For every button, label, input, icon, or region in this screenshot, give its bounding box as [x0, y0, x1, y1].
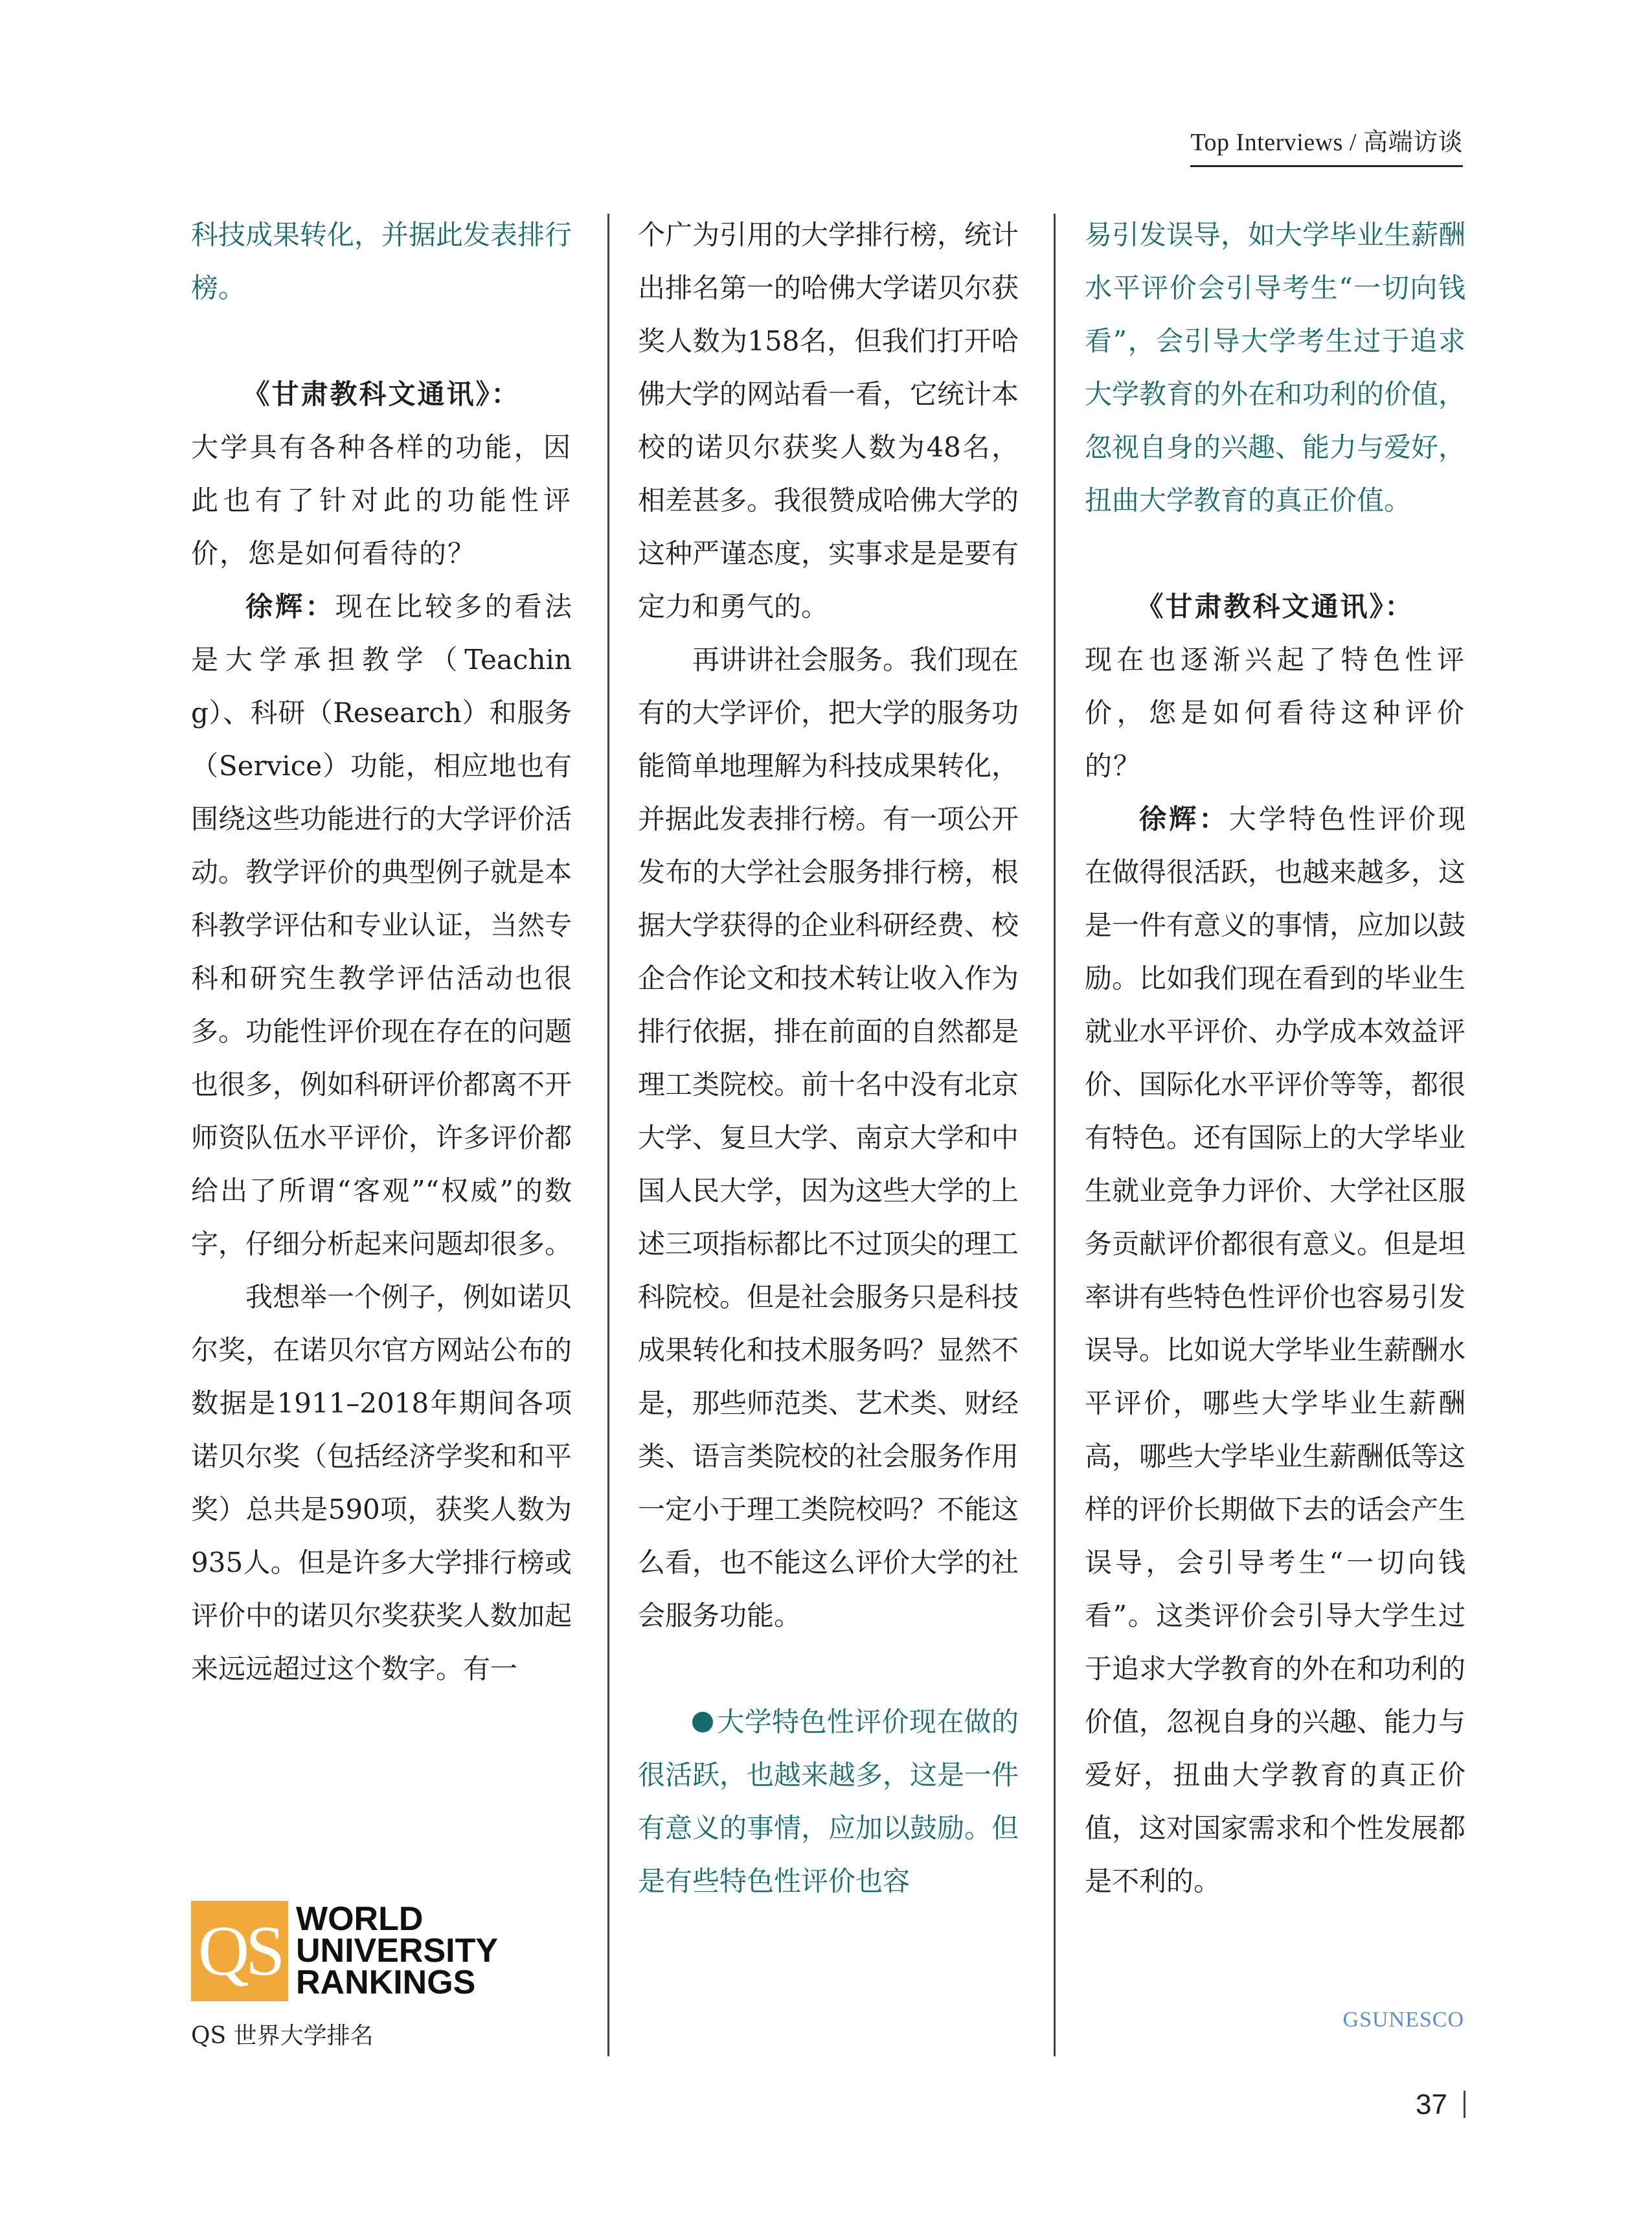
bullet-dot-icon: [692, 1712, 713, 1732]
signature: GSUNESCO: [1342, 2008, 1464, 2032]
pull-quote: [638, 1696, 1019, 1908]
qs-logo-line: UNIVERSITY: [296, 1932, 499, 1970]
column-divider: [1054, 214, 1056, 2056]
qs-logo-line: RANKINGS: [296, 1964, 476, 2001]
column-2: [638, 209, 1019, 1908]
pull-quote-continuation: 易引发误导，如大学毕业生薪酬水平评价会引导考生“一切向钱看”，会引导大学考生过于追求大学教育的外在和功利的价值，忽视自身的兴趣、能力与爱好，扭曲大学教育的真正价值。: [1085, 219, 1466, 516]
body-paragraph: 再讲讲社会服务。我们现在有的大学评价，把大学的服务功能简单地理解为科技成果转化，并据此发表排行榜。有一项公开发布的大学社会服务排行榜，根据大学获得的企业科研经费、校企合作论文和技术转让收入作为排行依据，排在前面的自然都是理工类院校。前十名中没有北京大学、复旦大学、南京大学和中国人民大学，因为这些大学的上述三项指标都比不过顶尖的理工科院校。但是社会服务只是科技成果转化和技术服务吗？显然不是，那些师范类、艺术类、财经类、语言类院校的社会服务作用一定小于理工类院校吗？不能这么看，也不能这么评价大学的社会服务功能。: [638, 644, 1019, 1631]
question-text: 大学具有各种各样的功能，因此也有了针对此的功能性评价，您是如何看待的？: [191, 431, 572, 569]
answer-paragraph: [191, 580, 572, 1271]
speaker-label: 徐辉：: [1139, 803, 1229, 835]
column-3: [1085, 209, 1465, 1908]
figure-caption: QS 世界大学排名: [191, 2023, 374, 2049]
qs-logo: [191, 1901, 569, 2001]
qs-logo-line: WORLD: [296, 1900, 424, 1938]
qs-logo-mark: QS: [191, 1901, 288, 2001]
answer-text: 现在比较多的看法是大学承担教学（Teaching）、科研（Research）和服务（Service）功能，相应地也有围绕这些功能进行的大学评价活动。教学评价的典型例子就是本科教学评估和专业认证，当然专科和研究生教学评估活动也很多。功能性评价现在存在的问题也很多，例如科研评价都离不开师资队伍水平评价，许多评价都给出了所谓“客观”“权威”的数字，仔细分析起来问题却很多。: [191, 591, 572, 1260]
running-header: Top Interviews / 高端访谈: [1190, 122, 1463, 167]
answer-paragraph: [1085, 793, 1465, 1908]
speaker-label: 徐辉：: [245, 591, 335, 622]
question-heading: 《甘肃教科文通讯》：: [242, 378, 521, 410]
page-number: 37: [1416, 2089, 1447, 2120]
column-1: [191, 209, 572, 1696]
column-divider: [607, 214, 609, 2056]
question-heading: 《甘肃教科文通讯》：: [1136, 591, 1414, 622]
answer-text: 大学特色性评价现在做得很活跃，也越来越多，这是一件有意义的事情，应加以鼓励。比如我们现在看到的毕业生就业水平评价、办学成本效益评价、国际化水平评价等等，都很有特色。还有国际上的大学毕业生就业竞争力评价、大学社区服务贡献评价都很有意义。但是坦率讲有些特色性评价也容易引发误导。比如说大学毕业生薪酬水平评价，哪些大学毕业生薪酬高，哪些大学毕业生薪酬低等这样的评价长期做下去的话会产生误导，会引导考生“一切向钱看”。这类评价会引导大学生过于追求大学教育的外在和功利的价值，忽视自身的兴趣、能力与爱好，扭曲大学教育的真正价值，这对国家需求和个性发展都是不利的。: [1085, 803, 1466, 1897]
page-number-rule: [1464, 2091, 1465, 2118]
body-paragraph: 个广为引用的大学排行榜，统计出排名第一的哈佛大学诺贝尔获奖人数为158名，但我们打开哈佛大学的网站看一看，它统计本校的诺贝尔获奖人数为48名，相差甚多。我很赞成哈佛大学的这种严谨态度，实事求是是要有定力和勇气的。: [638, 219, 1019, 622]
body-paragraph: 我想举一个例子，例如诺贝尔奖，在诺贝尔官方网站公布的数据是1911–2018年期间各项诺贝尔奖（包括经济学奖和和平奖）总共是590项，获奖人数为935人。但是许多大学排行榜或评价中的诺贝尔奖获奖人数加起来远远超过这个数字。有一: [191, 1281, 572, 1685]
question-text: 现在也逐渐兴起了特色性评价，您是如何看待这种评价的？: [1085, 644, 1465, 782]
qs-logo-words: [288, 1901, 569, 2001]
lead-continuation: 科技成果转化，并据此发表排行榜。: [191, 219, 572, 304]
pull-quote-text: 大学特色性评价现在做的很活跃，也越来越多，这是一件有意义的事情，应加以鼓励。但是有些特色性评价也容: [638, 1706, 1019, 1897]
